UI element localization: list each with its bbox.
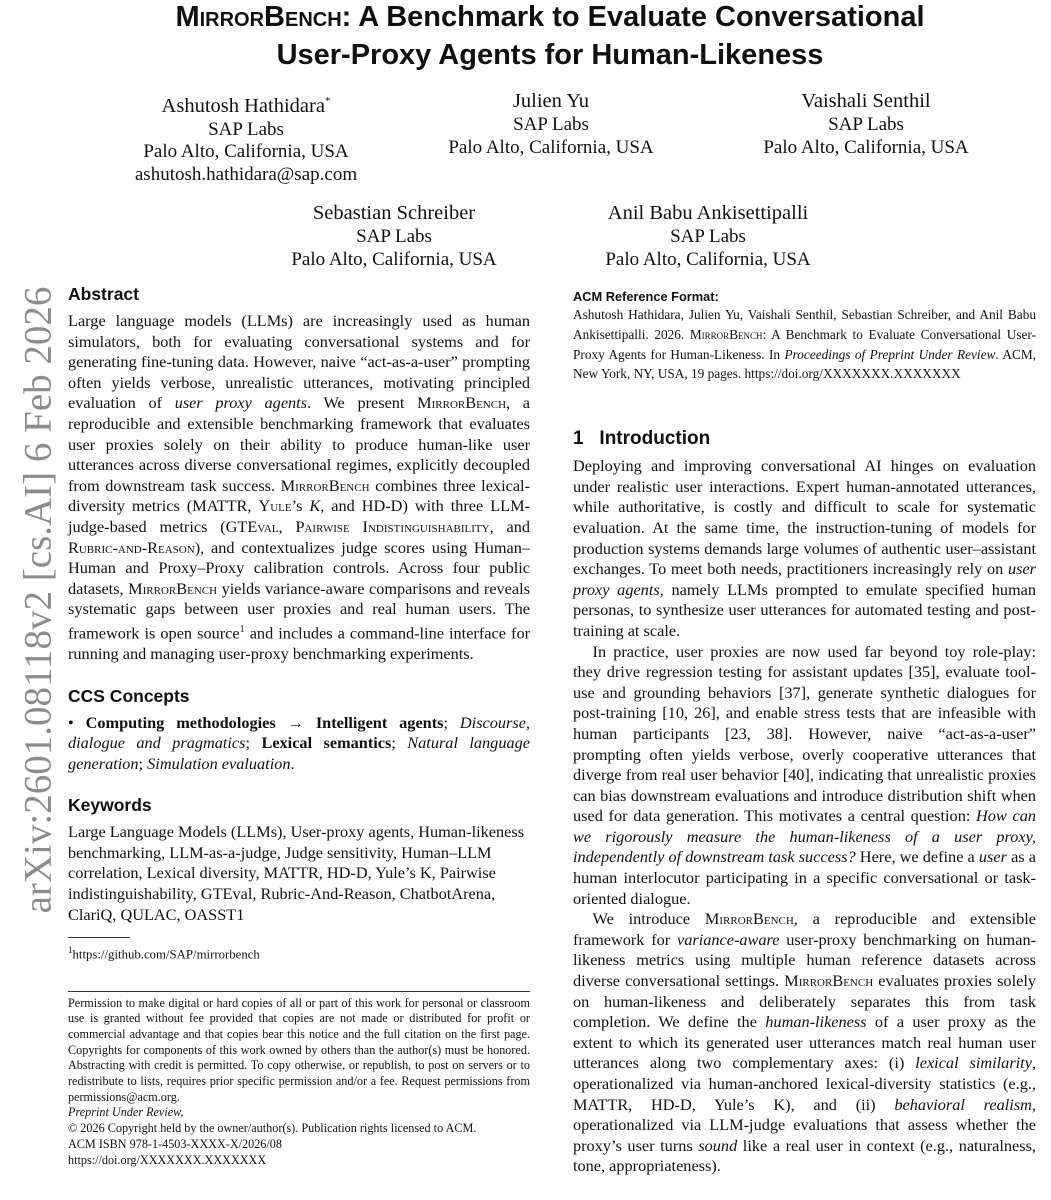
intro-paragraph: We introduce MirrorBench, a reproducible and extensible framework for variance-aware user-proxy benchmarking on human-likeness metrics using multiple human reference datasets across diverse conversational settings. MirrorBench evaluates proxies solely on human-likeness and deliberately separates this from task completion. We define the human-likeness of a user proxy as the extent to which its generated user utterances match real human user utterances along two complementary axes: (i) lexical similarity, operationalized via human-anchored lexical-diversity statistics (e.g., MATTR, HD-D, Yule’s K), and (ii) behavioral realism, operationalized via LLM-judge evaluations that assess whether the proxy’s user turns sound like a real user in context (e.g., naturalness, tone, appropriateness). xyxy=(573,909,1037,1176)
author-affiliation: SAP Labs xyxy=(513,114,589,135)
footnote-divider xyxy=(68,937,130,938)
permission-text: Permission to make digital or hard copies of all or part of this work for personal or classroom use is granted without fee provided that copies are not made or distributed for profit or commercial advantage and that copies bear this notice and the full citation on the first page. Copyrights for components of this work owned by others than the author(s) must be honored. Abstracting with credit is permitted. To copy otherwise, or republish, to post on servers or to redistribute to lists, requires prior specific permission and/or a fee. Request permissions from permissions@acm.org. xyxy=(68,995,530,1104)
doi-link[interactable]: https://doi.org/XXXXXXX.XXXXXXX xyxy=(68,1152,267,1167)
right-column xyxy=(573,288,1036,1177)
permission-notice xyxy=(68,996,530,1169)
author-name: Vaishali Senthil xyxy=(801,90,931,112)
author-block xyxy=(224,200,564,271)
author-name: Anil Babu Ankisettipalli xyxy=(607,202,809,224)
title-system-name: MirrorBench xyxy=(175,1,342,33)
isbn: ACM ISBN 978-1-4503-XXXX-X/2026/08 xyxy=(68,1136,282,1151)
ccs-heading: CCS Concepts xyxy=(68,685,190,706)
abstract-text: Large language models (LLMs) are increasingly used as human simulators, both for evaluating conversational systems and for generating fine-tuning data. However, naive “act-as-a-user” prompting often yields verbose, unrealistic utterances, motivating principled evaluation of user proxy agents. We present MirrorBench, a reproducible and extensible benchmarking framework that evaluates user proxies solely on their ability to produce human-like user utterances across diverse conversational regimes, explicitly decoupled from downstream task success. MirrorBench combines three lexical-diversity metrics (MATTR, Yule’s K, and HD-D) with three LLM-judge-based metrics (GTEval, Pairwise Indistinguishability, and Rubric-and-Reason), and contextualizes judge scores using Human–Human and Proxy–Proxy calibration controls. Across four public datasets, MirrorBench yields variance-aware comparisons and reveals systematic gaps between user proxies and real human users. The framework is open source$^1$ and includes a command-line interface for running and managing user-proxy benchmarking experiments. xyxy=(68,311,531,663)
author-name: Ashutosh Hathidara xyxy=(161,94,325,117)
acm-ref-text: Ashutosh Hathidara, Julien Yu, Vaishali Senthil, Sebastian Schreiber, and Anil Babu Ankisettipalli. 2026. MirrorBench: A Benchmark to Evaluate Conversational User-Proxy Agents for Human-Likeness. In Proceedings of Preprint Under Review. ACM, New York, NY, USA, 19 pages. https://doi.org/XXXXXXX.XXXXXXX xyxy=(573,307,1036,382)
arxiv-identifier: arXiv:2601.08118v2 [cs.AI] 6 Feb 2026 xyxy=(16,286,60,914)
author-location: Palo Alto, California, USA xyxy=(448,136,654,158)
left-column xyxy=(68,283,530,1168)
author-affiliation: SAP Labs xyxy=(208,118,284,140)
author-affiliation: SAP Labs xyxy=(670,226,746,247)
acm-ref-heading: ACM Reference Format: xyxy=(573,289,719,304)
author-location: Palo Alto, California, USA xyxy=(143,141,349,163)
intro-paragraph: Deploying and improving conversational AI hinges on evaluation under realistic user interactions. Expert human-annotated utterances, while authoritative, is costly and difficult to scale for systematic evaluation. At the same time, the instruction-tuning of models for production systems demands large volumes of authentic user–assistant exchanges. To meet both needs, practitioners increasingly rely on user proxy agents, namely LLMs prompted to emulate specified human personas, to synthesize user utterances for automated testing and post-training at scale. xyxy=(573,456,1037,640)
author-block xyxy=(696,88,1036,159)
author-location: Palo Alto, California, USA xyxy=(291,248,497,270)
author-affiliation: SAP Labs xyxy=(356,226,432,247)
author-location: Palo Alto, California, USA xyxy=(763,136,969,158)
permission-divider xyxy=(68,991,530,992)
paper-title xyxy=(90,0,1010,74)
intro-paragraph: In practice, user proxies are now used far beyond toy role-play: they drive regression testing for assistant updates [35], evaluate tool-use and grounding behaviors [37], generate synthetic dialogues for post-training [10, 26], and enable stress tests that are infeasible with human participants [23, 38]. However, naive “act-as-a-user” prompting often yields verbose, overly cooperative utterances that diverge from real user behavior [40], indicating that unrealistic proxies can bias downstream evaluations and introduce distribution shift when used for data generation. This motivates a central question: How can we rigorously measure the human-likeness of a user proxy, independently of downstream task success? Here, we define a user as a human interlocutor participating in a specific conversational or task-oriented dialogue. xyxy=(573,641,1036,908)
author-block xyxy=(381,88,721,159)
keywords-text: Large Language Models (LLMs), User-proxy agents, Human-likeness benchmarking, LLM-as-a-judge, Judge sensitivity, Human–LLM correlation, Lexical diversity, MATTR, HD-D, Yule’s K, Pairwise indistinguishability, GTEval, Rubric-And-Reason, ChatbotArena, ClariQ, QULAC, OASST1 xyxy=(68,822,525,924)
intro-heading: 1 Introduction xyxy=(573,428,711,450)
author-location: Palo Alto, California, USA xyxy=(605,248,811,270)
footnote-ref[interactable]: 1 xyxy=(239,623,245,635)
footnote-link[interactable]: https://github.com/SAP/mirrorbench xyxy=(72,947,260,962)
title-line1: : A Benchmark to Evaluate Conversational xyxy=(341,1,925,33)
author-name: Sebastian Schreiber xyxy=(312,202,476,224)
footnote: $^1$https://github.com/SAP/mirrorbench xyxy=(68,945,260,962)
copyright: © 2026 Copyright held by the owner/author(s). Publication rights licensed to ACM. xyxy=(68,1121,477,1136)
keywords-heading: Keywords xyxy=(68,795,152,816)
author-affiliation: SAP Labs xyxy=(828,114,904,135)
author-name: Julien Yu xyxy=(512,90,590,112)
author-block xyxy=(538,200,878,271)
venue: Preprint Under Review, xyxy=(68,1105,184,1120)
author-mark: * xyxy=(324,95,331,107)
abstract-heading: Abstract xyxy=(68,284,139,304)
author-block xyxy=(76,88,416,186)
author-email[interactable]: ashutosh.hathidara@sap.com xyxy=(134,163,358,185)
ccs-text: • Computing methodologies → Intelligent agents; Discourse, dialogue and pragmatics; Lexical semantics; Natural language generation; Simulation evaluation. xyxy=(68,712,530,773)
title-line2: User-Proxy Agents for Human-Likeness xyxy=(276,39,824,71)
